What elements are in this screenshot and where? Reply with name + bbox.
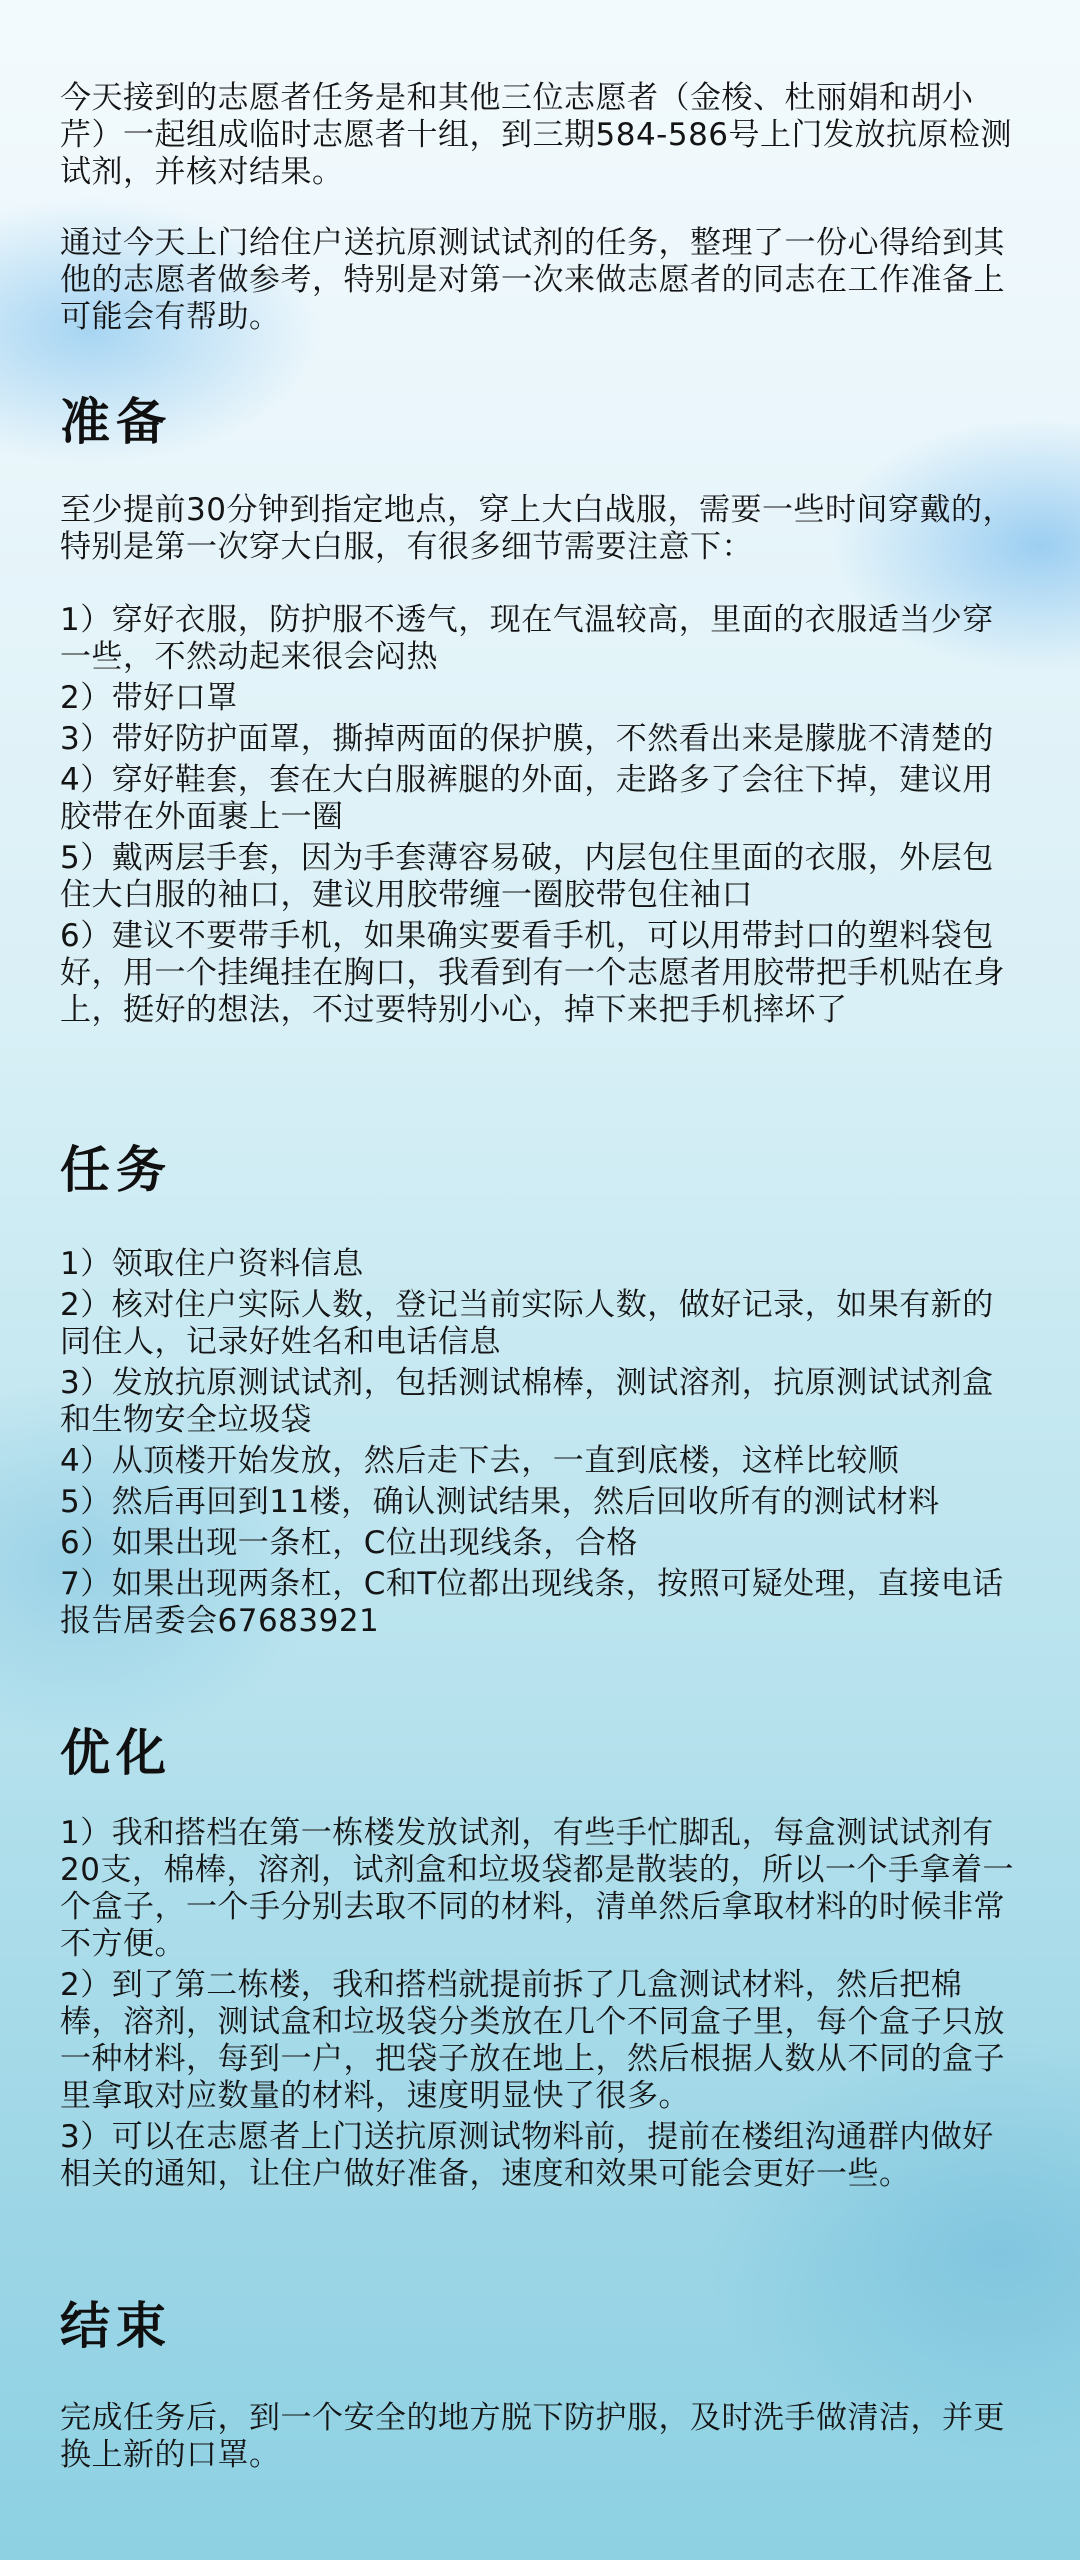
list-item: 6）建议不要带手机，如果确实要看手机，可以用带封口的塑料袋包好，用一个挂绳挂在胸口，我看到有一个志愿者用胶带把手机贴在身上，挺好的想法，不过要特别小心，掉下来把手机摔坏了: [60, 918, 1005, 1028]
list-item: 7）如果出现两条杠，C和T位都出现线条，按照可疑处理，直接电话报告居委会67683921: [60, 1566, 1004, 1639]
list-item: 2）到了第二栋楼，我和搭档就提前拆了几盒测试材料，然后把棉棒，溶剂，测试盒和垃圾袋分类放在几个不同盒子里，每个盒子只放一种材料，每到一户，把袋子放在地上，然后根据人数从不同的盒子里拿取对应数量的材料，速度明显快了很多。: [60, 1967, 1005, 2114]
section-heading-end: 结束: [60, 2297, 172, 2355]
task-list: [60, 1246, 1020, 1644]
end-paragraph: 完成任务后，到一个安全的地方脱下防护服，及时洗手做清洁，并更换上新的口罩。: [60, 2400, 1005, 2473]
list-item: 3）发放抗原测试试剂，包括测试棉棒，测试溶剂，抗原测试试剂盒和生物安全垃圾袋: [60, 1365, 994, 1438]
prep-list: [60, 602, 1020, 1033]
list-item: 4）从顶楼开始发放，然后走下去，一直到底楼，这样比较顺: [60, 1443, 900, 1479]
list-item: 5）然后再回到11楼，确认测试结果，然后回收所有的测试材料: [60, 1484, 940, 1520]
list-item: 3）带好防护面罩，撕掉两面的保护膜，不然看出来是朦胧不清楚的: [60, 721, 994, 757]
optimize-list: [60, 1815, 1020, 2197]
list-item: 3）可以在志愿者上门送抗原测试物料前，提前在楼组沟通群内做好相关的通知，让住户做好准备，速度和效果可能会更好一些。: [60, 2119, 994, 2192]
section-heading-prep: 准备: [60, 393, 172, 451]
list-item: 1）穿好衣服，防护服不透气，现在气温较高，里面的衣服适当少穿一些，不然动起来很会闷热: [60, 602, 994, 675]
list-item: 2）带好口罩: [60, 680, 238, 716]
list-item: 5）戴两层手套，因为手套薄容易破，内层包住里面的衣服，外层包住大白服的袖口，建议用胶带缠一圈胶带包住袖口: [60, 840, 994, 913]
list-item: 2）核对住户实际人数，登记当前实际人数，做好记录，如果有新的同住人，记录好姓名和电话信息: [60, 1287, 994, 1360]
list-item: 4）穿好鞋套，套在大白服裤腿的外面，走路多了会往下掉，建议用胶带在外面裹上一圈: [60, 762, 994, 835]
intro-paragraph-1: 今天接到的志愿者任务是和其他三位志愿者（金梭、杜丽娟和胡小芹）一起组成临时志愿者十组，到三期584-586号上门发放抗原检测试剂，并核对结果。: [60, 80, 1013, 190]
section-heading-optimize: 优化: [60, 1724, 172, 1782]
list-item: 1）领取住户资料信息: [60, 1246, 364, 1282]
prep-intro: 至少提前30分钟到指定地点，穿上大白战服，需要一些时间穿戴的，特别是第一次穿大白服，有很多细节需要注意下：: [60, 492, 1014, 565]
list-item: 1）我和搭档在第一栋楼发放试剂，有些手忙脚乱，每盒测试试剂有20支，棉棒，溶剂，试剂盒和垃圾袋都是散装的，所以一个手拿着一个盒子，一个手分别去取不同的材料，清单然后拿取材料的时候非常不方便。: [60, 1815, 1014, 1962]
intro-paragraph-2: 通过今天上门给住户送抗原测试试剂的任务，整理了一份心得给到其他的志愿者做参考，特别是对第一次来做志愿者的同志在工作准备上可能会有帮助。: [60, 225, 1005, 335]
list-item: 6）如果出现一条杠，C位出现线条，合格: [60, 1525, 638, 1561]
section-heading-task: 任务: [60, 1141, 172, 1199]
